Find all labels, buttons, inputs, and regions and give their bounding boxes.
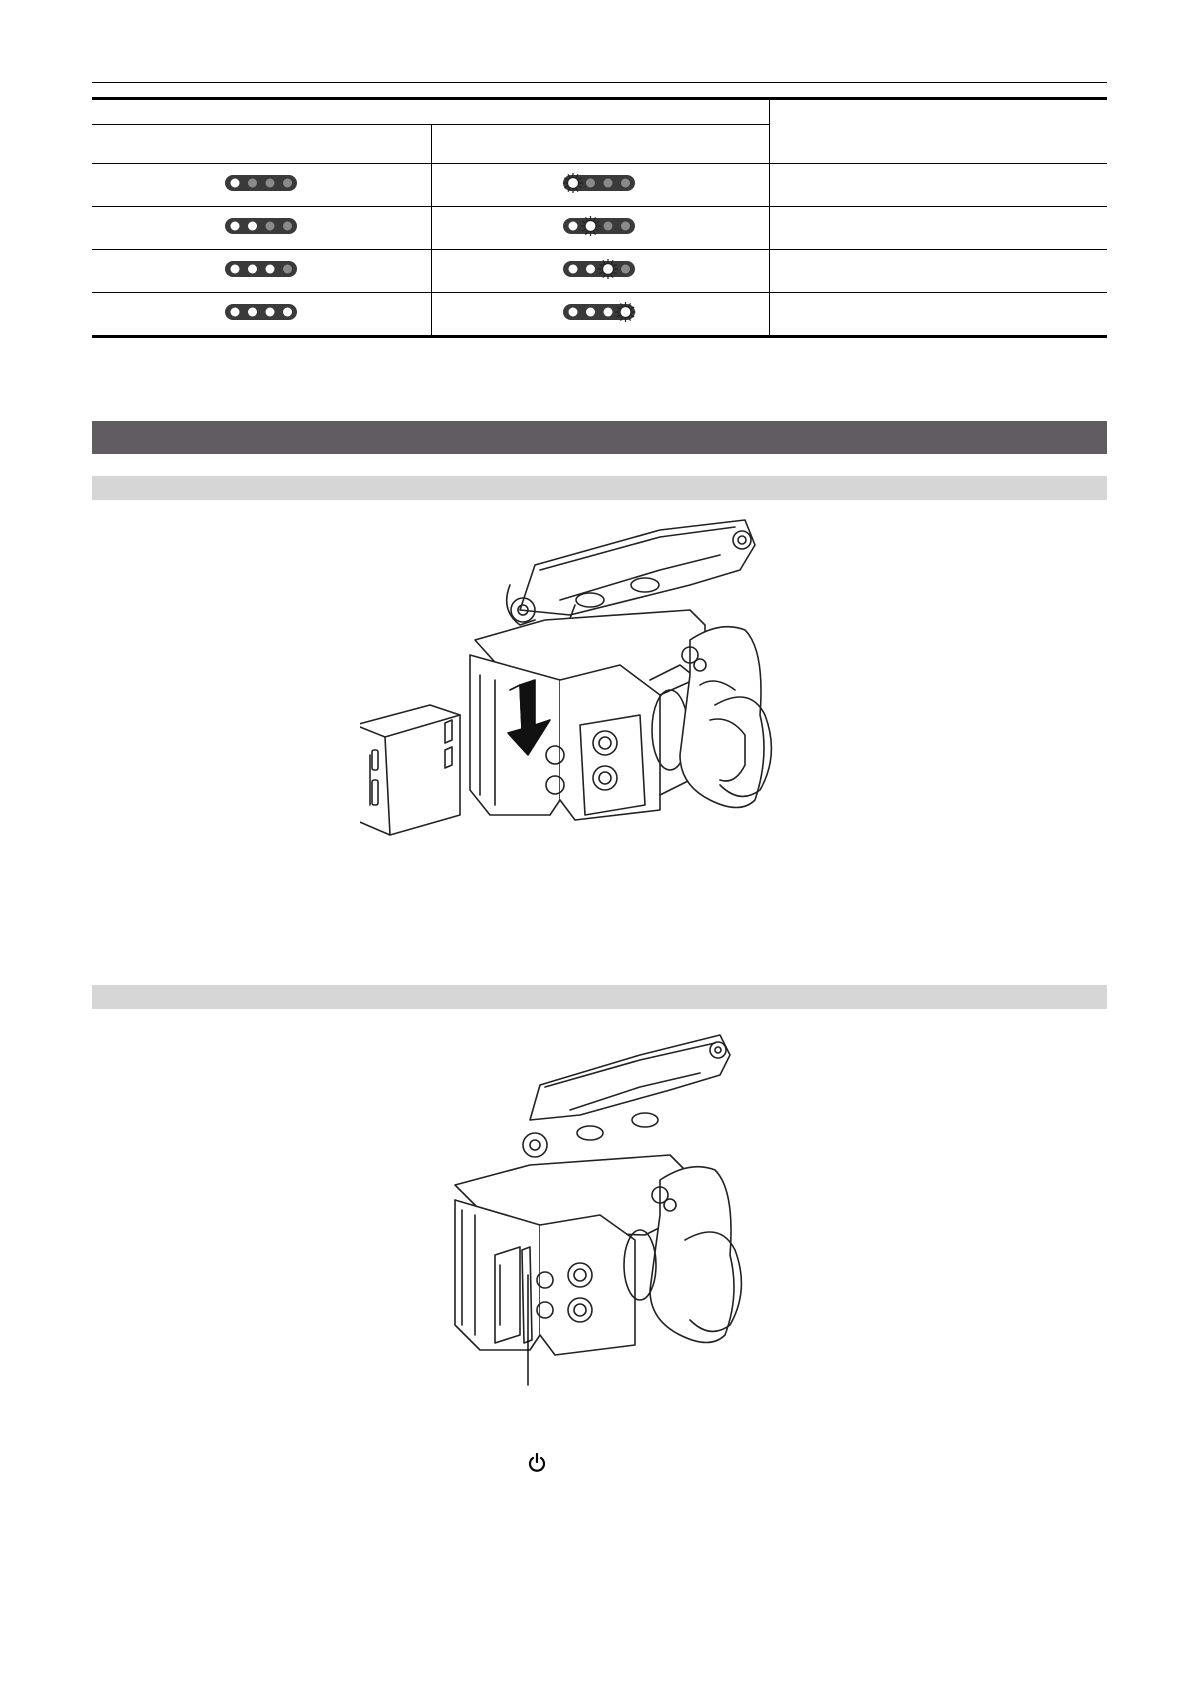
led-lit-icon [266,264,275,273]
table-header-charging [431,125,769,164]
led-lit-icon [283,307,292,316]
subsection-heading-text [92,480,100,495]
table-header-charge-complete [92,125,431,164]
led-unlit-icon [604,221,613,230]
led-indicator-blink-icon [555,255,645,283]
led-lit-icon [569,307,578,316]
camera-battery-detach-illustration [440,1025,820,1395]
led-unlit-icon [266,221,275,230]
led-lit-icon [231,178,240,187]
table-row [92,293,1107,337]
led-lit-icon [266,307,275,316]
camera-battery-attach-illustration [360,515,830,905]
header-rule [92,82,1107,83]
led-indicator-blink-icon [555,298,645,326]
remaining-cell [769,250,1107,293]
led-unlit-icon [586,178,595,187]
led-indicator-icon [221,257,301,281]
led-unlit-icon [283,178,292,187]
led-lit-icon [586,264,595,273]
table-row [92,207,1107,250]
led-indicator-icon [221,214,301,238]
indicator-lit-cell [92,164,431,207]
table-header-remaining [769,99,1107,164]
subsection-heading-text [92,989,100,1004]
subsection-heading-bar [92,476,1107,500]
led-lit-icon [231,264,240,273]
remaining-cell [769,164,1107,207]
led-indicator-blink-icon [555,212,645,240]
led-unlit-icon [621,221,630,230]
table-header-group [92,99,769,125]
led-indicator-icon [221,171,301,195]
indicator-lit-cell [92,250,431,293]
led-lit-icon [231,221,240,230]
led-lit-icon [231,307,240,316]
remaining-cell [769,207,1107,250]
indicator-blink-cell [431,250,769,293]
led-lit-icon [248,264,257,273]
subsection-heading-bar [92,985,1107,1009]
led-unlit-icon [621,264,630,273]
indicator-blink-cell [431,293,769,337]
led-unlit-icon [604,178,613,187]
led-lit-icon [248,221,257,230]
indicator-lit-cell [92,293,431,337]
led-lit-icon [604,307,613,316]
led-unlit-icon [621,178,630,187]
indicator-lit-cell [92,207,431,250]
led-unlit-icon [248,178,257,187]
section-heading-bar [92,421,1107,454]
section-heading-text [92,425,100,441]
led-lit-icon [569,221,578,230]
remaining-cell [769,293,1107,337]
led-lit-icon [586,307,595,316]
indicator-blink-cell [431,207,769,250]
led-unlit-icon [283,221,292,230]
led-indicator-icon [221,300,301,324]
led-indicator-blink-icon [555,169,645,197]
led-unlit-icon [266,178,275,187]
led-unlit-icon [283,264,292,273]
power-icon [527,1452,547,1474]
table-row [92,164,1107,207]
indicator-blink-cell [431,164,769,207]
table-row [92,250,1107,293]
led-lit-icon [569,264,578,273]
charge-indicator-table [92,97,1107,338]
led-lit-icon [248,307,257,316]
